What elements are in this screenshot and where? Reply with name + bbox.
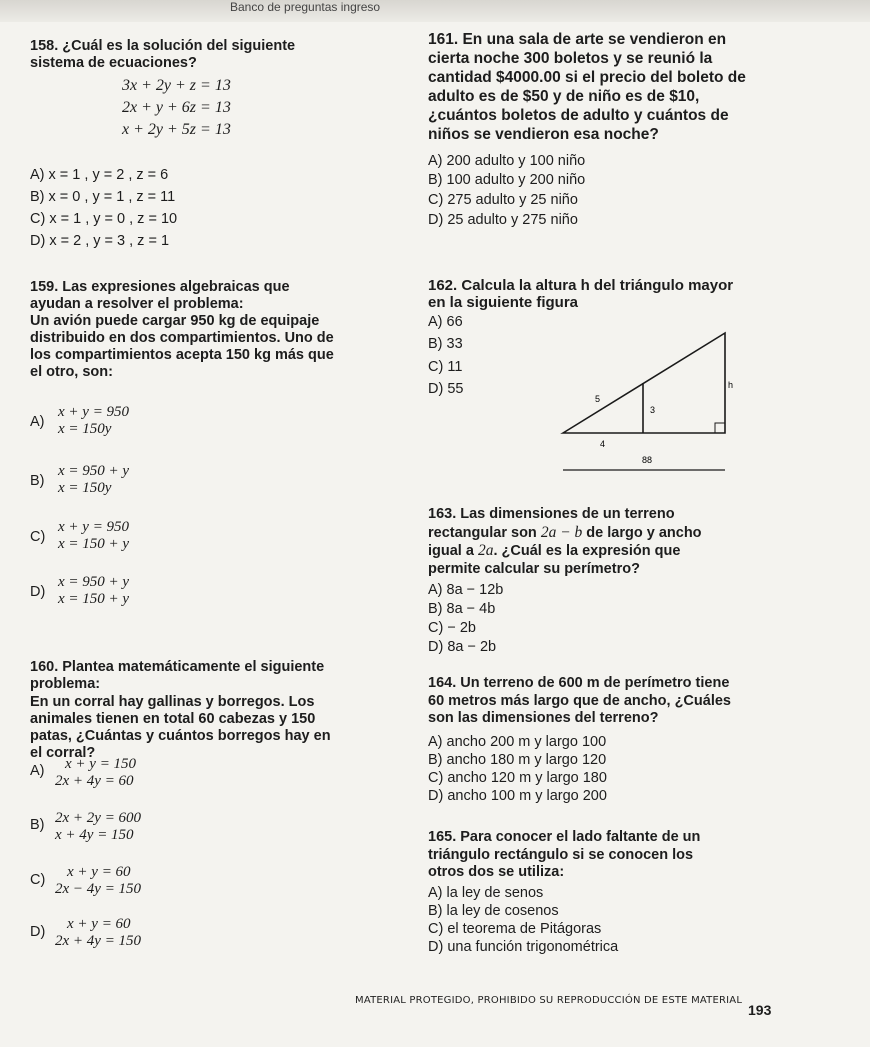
- q160-text-1: En un corral hay gallinas y borregos. Los: [30, 694, 315, 710]
- q158-eq-2: 2x + y + 6z = 13: [122, 99, 231, 116]
- q163-text: [428, 506, 702, 578]
- q161-text: [428, 30, 746, 144]
- q161-line-6: niños se vendieron esa noche?: [428, 126, 659, 143]
- q159-option-b-eq1: x = 950 + y: [58, 463, 130, 479]
- q162-option-c[interactable]: C) 11: [428, 359, 463, 375]
- q160-option-c-eq1: x + y = 60: [67, 864, 131, 880]
- q160-text-3: patas, ¿Cuántas y cuántos borregos hay en: [30, 728, 331, 744]
- q160-text-4: el corral?: [30, 745, 96, 761]
- q160-option-d-eq2: 2x + 4y = 150: [55, 933, 142, 949]
- q159-option-b-eq2: x = 150y: [58, 480, 112, 496]
- q162-triangle-figure: [555, 330, 735, 475]
- q160-option-a-eq2: 2x + 4y = 60: [55, 773, 134, 789]
- q161-line-3: cantidad $4000.00 si el precio del boleto de: [428, 69, 746, 86]
- q160-option-b-label: B): [30, 817, 45, 833]
- q165-option-c[interactable]: C) el teorema de Pitágoras: [428, 921, 602, 937]
- q163-option-a[interactable]: A) 8a − 12b: [428, 582, 504, 598]
- q162-title-1: 162. Calcula la altura h del triángulo mayor: [428, 277, 734, 294]
- q163-option-d[interactable]: D) 8a − 2b: [428, 639, 497, 655]
- q160-option-d-eq1: x + y = 60: [67, 916, 131, 932]
- q165-text: [428, 829, 700, 882]
- q158-system: [122, 75, 231, 141]
- q164-option-d[interactable]: D) ancho 100 m y largo 200: [428, 788, 607, 804]
- q159-option-d-eq2: x = 150 + y: [58, 591, 130, 607]
- q161-line-1: 161. En una sala de arte se vendieron en: [428, 31, 727, 48]
- q162-title-2: en la siguiente figura: [428, 294, 579, 311]
- q160-text: [30, 694, 331, 762]
- q160-option-c-label: C): [30, 872, 46, 888]
- q159-title-1: 159. Las expresiones algebraicas que: [30, 279, 290, 295]
- q160-option-a-eq1: x + y = 150: [65, 756, 137, 772]
- q164-line-2: 60 metros más largo que de ancho, ¿Cuáles: [428, 692, 731, 709]
- q164-option-c[interactable]: C) ancho 120 m y largo 180: [428, 770, 607, 786]
- q159-text-4: el otro, son:: [30, 364, 113, 380]
- q163-option-c[interactable]: C) − 2b: [428, 620, 476, 636]
- q165-option-d[interactable]: D) una función trigonométrica: [428, 939, 619, 955]
- q158-option-a[interactable]: A) x = 1 , y = 2 , z = 6: [30, 167, 169, 183]
- right-angle-mark: [715, 423, 725, 433]
- q158-eq-1: 3x + 2y + z = 13: [122, 77, 231, 94]
- q159-option-c-eq1: x + y = 950: [58, 519, 130, 535]
- q165-line-3: otros dos se utiliza:: [428, 864, 565, 880]
- q158-eq-3: x + 2y + 5z = 13: [122, 121, 231, 138]
- label-height: h: [727, 380, 733, 390]
- footer-notice: MATERIAL PROTEGIDO, PROHIBIDO SU REPRODUCCIÓN DE ESTE MATERIAL: [355, 995, 743, 1006]
- q159-option-c-label: C): [30, 529, 46, 545]
- q160-option-a-label: A): [30, 763, 45, 779]
- q160-option-b-eq2: x + 4y = 150: [55, 827, 134, 843]
- q161-line-5: ¿cuántos boletos de adulto y cuántos de: [428, 107, 729, 124]
- big-triangle: [563, 333, 725, 433]
- q165-option-b[interactable]: B) la ley de cosenos: [428, 903, 559, 919]
- page-header: Banco de preguntas ingreso: [230, 0, 381, 14]
- q160-option-d-label: D): [30, 924, 46, 940]
- q163-line-3: igual a 2a. ¿Cuál es la expresión que: [428, 542, 681, 559]
- q160-option-b-eq1: 2x + 2y = 600: [55, 810, 142, 826]
- label-small-base: 4: [600, 439, 606, 449]
- q158-option-d[interactable]: D) x = 2 , y = 3 , z = 1: [30, 233, 170, 249]
- q159-option-a-label: A): [30, 414, 45, 430]
- q162-option-b[interactable]: B) 33: [428, 336, 463, 352]
- q161-option-a[interactable]: A) 200 adulto y 100 niño: [428, 153, 586, 169]
- q163-option-b[interactable]: B) 8a − 4b: [428, 601, 496, 617]
- q161-line-2: cierta noche 300 boletos y se reunió la: [428, 50, 713, 67]
- q159-text-1: Un avión puede cargar 950 kg de equipaje: [30, 313, 320, 329]
- q160-title-1: 160. Plantea matemáticamente el siguiente: [30, 659, 325, 675]
- q165-line-1: 165. Para conocer el lado faltante de un: [428, 829, 701, 845]
- q158-option-c[interactable]: C) x = 1 , y = 0 , z = 10: [30, 211, 178, 227]
- q159-option-d-eq1: x = 950 + y: [58, 574, 130, 590]
- label-hypotenuse: 5: [595, 394, 601, 404]
- q161-option-c[interactable]: C) 275 adulto y 25 niño: [428, 192, 578, 208]
- q159-text: [30, 313, 334, 381]
- q158-title-2: sistema de ecuaciones?: [30, 55, 197, 71]
- q162-option-a[interactable]: A) 66: [428, 314, 463, 330]
- q161-option-d[interactable]: D) 25 adulto y 275 niño: [428, 212, 578, 228]
- q164-line-3: son las dimensiones del terreno?: [428, 710, 659, 726]
- q162-option-d[interactable]: D) 55: [428, 381, 464, 397]
- q158-option-b[interactable]: B) x = 0 , y = 1 , z = 11: [30, 189, 176, 205]
- q159-option-a-eq2: x = 150y: [58, 421, 112, 437]
- q158-title-1: 158. ¿Cuál es la solución del siguiente: [30, 38, 296, 54]
- q159-option-c-eq2: x = 150 + y: [58, 536, 130, 552]
- q159-title-2: ayudan a resolver el problema:: [30, 296, 244, 312]
- q164-text: [428, 675, 731, 728]
- q165-line-2: triángulo rectángulo si se conocen los: [428, 846, 694, 863]
- q160-text-2: animales tienen en total 60 cabezas y 150: [30, 711, 316, 727]
- q164-option-a[interactable]: A) ancho 200 m y largo 100: [428, 734, 607, 750]
- q161-line-4: adulto es de $50 y de niño es de $10,: [428, 88, 700, 105]
- q161-option-b[interactable]: B) 100 adulto y 200 niño: [428, 172, 586, 188]
- q159-option-b-label: B): [30, 473, 45, 489]
- q160-title-2: problema:: [30, 676, 101, 692]
- q163-line-1: 163. Las dimensiones de un terreno: [428, 506, 675, 522]
- q159-text-3: los compartimientos acepta 150 kg más que: [30, 347, 334, 363]
- q164-option-b[interactable]: B) ancho 180 m y largo 120: [428, 752, 607, 768]
- q159-option-a-eq1: x + y = 950: [58, 404, 130, 420]
- label-big-base: 88: [642, 455, 653, 465]
- page-number: 193: [748, 1002, 772, 1018]
- q160-option-c-eq2: 2x − 4y = 150: [55, 881, 142, 897]
- q163-line-4: permite calcular su perímetro?: [428, 560, 640, 577]
- q163-line-2: rectangular son 2a − b de largo y ancho: [428, 523, 702, 541]
- q165-option-a[interactable]: A) la ley de senos: [428, 885, 544, 901]
- top-strip: [0, 0, 870, 22]
- q159-option-d-label: D): [30, 584, 46, 600]
- q159-text-2: distribuido en dos compartimientos. Uno de: [30, 330, 334, 346]
- q164-line-1: 164. Un terreno de 600 m de perímetro tiene: [428, 675, 730, 691]
- label-inner-height: 3: [650, 405, 656, 415]
